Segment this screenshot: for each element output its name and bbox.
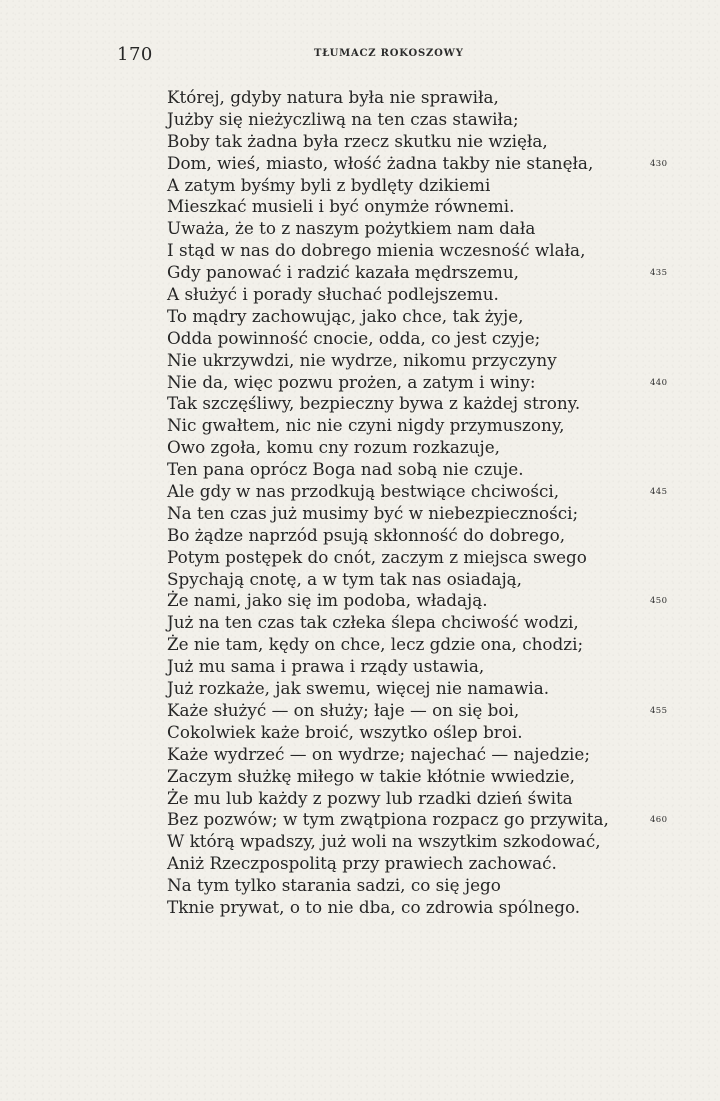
- page-number: 170: [117, 44, 153, 65]
- poem-line: [167, 459, 667, 481]
- poem-line: [167, 328, 667, 350]
- poem-line-text: Każe wydrzeć — on wydrze; najechać — najedzie;: [167, 743, 590, 764]
- running-head: TŁUMACZ ROKOSZOWY: [314, 48, 464, 59]
- poem-line-text: Nie da, więc pozwu prożen, a zatym i winy:: [167, 371, 536, 392]
- poem-line: [167, 218, 667, 240]
- poem-line-text: Jużby się nieżyczliwą na ten czas stawiła;: [167, 108, 519, 129]
- poem-line-text: Gdy panować i radzić kazała mędrszemu,: [167, 262, 519, 283]
- poem-line-text: A zatym byśmy byli z bydlęty dzikiemi: [167, 174, 491, 195]
- poem-line: [167, 656, 667, 678]
- poem-line-text: A służyć i porady słuchać podlejszemu.: [167, 284, 499, 305]
- poem-line: [167, 831, 667, 853]
- poem-line-text: Ten pana oprócz Boga nad sobą nie czuje.: [167, 459, 524, 480]
- poem-line: [167, 875, 667, 897]
- poem-line-text: Aniż Rzeczpospolitą przy prawiech zachować.: [167, 853, 557, 874]
- line-number: 445: [650, 487, 668, 498]
- poem-line-text: Już na ten czas tak człeka ślepa chciwość wodzi,: [167, 612, 579, 633]
- poem-line: [167, 284, 667, 306]
- poem-line: [167, 788, 667, 810]
- poem-line-text: Bez pozwów; w tym zwątpiona rozpacz go przywita,: [167, 809, 609, 830]
- line-number: 440: [650, 377, 668, 388]
- poem-line: [167, 350, 667, 372]
- poem-line-text: Że nie tam, kędy on chce, lecz gdzie ona, chodzi;: [167, 634, 584, 655]
- poem-line: [167, 503, 667, 525]
- poem-line-text: Owo zgoła, komu cny rozum rozkazuje,: [167, 437, 500, 458]
- poem-line: [167, 590, 667, 612]
- poem-line: [167, 109, 667, 131]
- line-number: 450: [650, 596, 668, 607]
- poem-line-text: Nic gwałtem, nic nie czyni nigdy przymuszony,: [167, 415, 565, 436]
- poem-line-text: Że mu lub każdy z pozwy lub rzadki dzień świta: [167, 787, 573, 808]
- poem-line: [167, 437, 667, 459]
- poem-line: [167, 306, 667, 328]
- poem-line-text: Już rozkaże, jak swemu, więcej nie namawia.: [167, 678, 550, 699]
- poem-line-text: Zaczym służkę miłego w takie kłótnie wwiedzie,: [167, 765, 575, 786]
- poem-line-text: Cokolwiek każe broić, wszytko oślep broi.: [167, 721, 523, 742]
- poem-line-text: Uważa, że to z naszym pożytkiem nam dała: [167, 218, 536, 239]
- poem-line: [167, 897, 667, 919]
- poem-line: [167, 569, 667, 591]
- poem-line-text: Że nami, jako się im podoba, władają.: [167, 590, 488, 611]
- poem-line-text: I stąd w nas do dobrego mienia wczesność wlała,: [167, 240, 586, 261]
- poem-line-text: Na tym tylko starania sadzi, co się jego: [167, 875, 501, 896]
- poem-line: [167, 87, 667, 109]
- poem-line: [167, 634, 667, 656]
- line-number: 435: [650, 268, 668, 279]
- poem-line-text: Nie ukrzywdzi, nie wydrze, nikomu przyczyny: [167, 349, 557, 370]
- poem-line: [167, 525, 667, 547]
- line-number: 455: [650, 705, 668, 716]
- poem-line: [167, 853, 667, 875]
- poem-line-text: Każe służyć — on służy; łaje — on się boi,: [167, 699, 520, 720]
- poem-line: [167, 131, 667, 153]
- poem-line: [167, 481, 667, 503]
- poem-line-text: Dom, wieś, miasto, włość żadna takby nie stanęła,: [167, 152, 594, 173]
- poem-line-text: To mądry zachowując, jako chce, tak żyje,: [167, 305, 524, 326]
- poem-line: [167, 372, 667, 394]
- poem-line: [167, 175, 667, 197]
- poem-line: [167, 766, 667, 788]
- poem-line: [167, 240, 667, 262]
- poem-line-text: Potym postępek do cnót, zaczym z miejsca swego: [167, 546, 587, 567]
- poem-line: [167, 393, 667, 415]
- poem-line: [167, 744, 667, 766]
- poem-line: [167, 809, 667, 831]
- poem-line-text: Na ten czas już musimy być w niebezpieczności;: [167, 502, 579, 523]
- poem-line: [167, 547, 667, 569]
- poem-line: [167, 700, 667, 722]
- poem-line: [167, 722, 667, 744]
- poem-line: [167, 153, 667, 175]
- poem-line-text: Odda powinność cnocie, odda, co jest czyje;: [167, 327, 541, 348]
- poem-line-text: Mieszkać musieli i być onymże równemi.: [167, 196, 515, 217]
- poem-line-text: Tknie prywat, o to nie dba, co zdrowia spólnego.: [167, 896, 581, 917]
- poem-line-text: Której, gdyby natura była nie sprawiła,: [167, 87, 499, 107]
- poem-line: [167, 415, 667, 437]
- poem-line-text: Spychają cnotę, a w tym tak nas osiadają,: [167, 568, 523, 589]
- poem-line: [167, 678, 667, 700]
- poem-line: [167, 196, 667, 218]
- line-number: 430: [650, 158, 668, 169]
- line-number: 460: [650, 815, 668, 826]
- poem-line: [167, 262, 667, 284]
- poem-line-text: Bo żądze naprzód psują skłonność do dobrego,: [167, 524, 566, 545]
- poem-line-text: Już mu sama i prawa i rządy ustawia,: [167, 656, 485, 677]
- poem-line: [167, 612, 667, 634]
- poem-line-text: Boby tak żadna była rzecz skutku nie wzięła,: [167, 130, 548, 151]
- poem-text: [167, 87, 667, 919]
- poem-line-text: Ale gdy w nas przodkują bestwiące chciwości,: [167, 481, 560, 502]
- poem-line-text: Tak szczęśliwy, bezpieczny bywa z każdej strony.: [167, 393, 581, 414]
- poem-line-text: W którą wpadszy, już woli na wszytkim szkodować,: [167, 831, 601, 852]
